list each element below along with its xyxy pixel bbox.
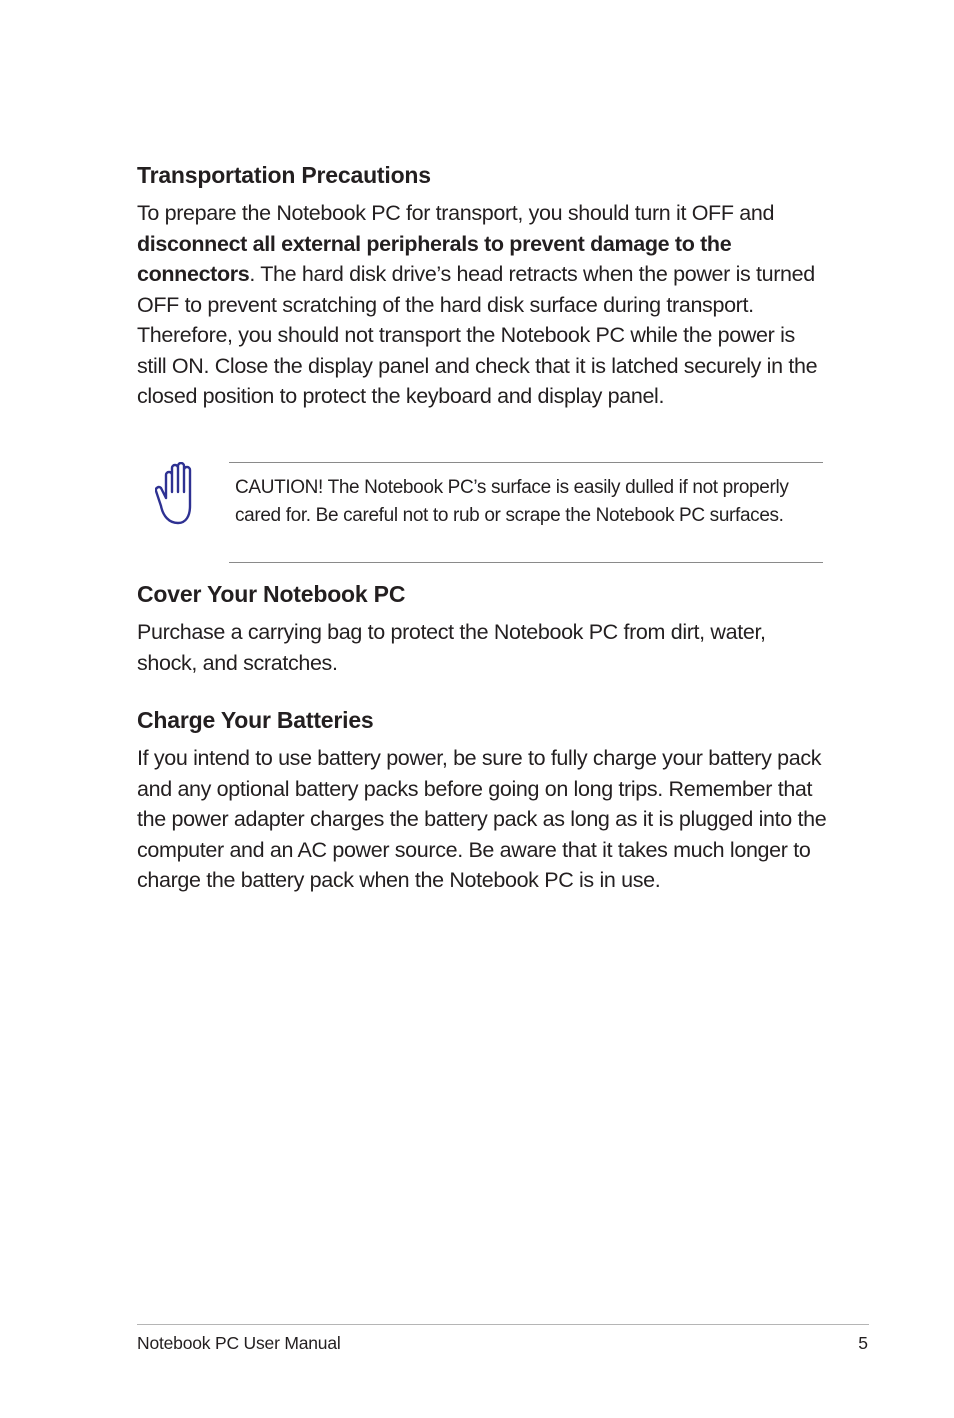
- footer-divider: [137, 1324, 869, 1325]
- caution-text: CAUTION! The Notebook PC’s surface is easily dulled if not properly cared for. Be careful not to rub or scrape the Notebook PC surfaces.: [235, 477, 789, 526]
- section-heading-charge: Charge Your Batteries: [137, 707, 374, 733]
- section-body-transportation: [137, 198, 827, 412]
- page-number: 5: [858, 1333, 868, 1353]
- section-heading-cover: Cover Your Notebook PC: [137, 581, 406, 607]
- section-heading-transportation: Transportation Precautions: [137, 162, 431, 188]
- body-text: . The hard disk drive’s head retracts when the power is turned OFF to prevent scratching of the hard disk surface during transport. Therefore, you should not transport the Notebook PC while the power is still ON. Close the display panel and check that it is latched securely in the closed position to protect the keyboard and display panel.: [137, 262, 818, 408]
- caution-hand-icon: [155, 462, 201, 526]
- body-text: To prepare the Notebook PC for transport, you should turn it OFF and: [137, 201, 775, 225]
- section-body-charge: If you intend to use battery power, be sure to fully charge your battery pack and any optional battery packs before going on long trips. Remember that the power adapter charges the battery pack as long as it is plugged into the computer and an AC power source. Be aware that it takes much longer to charge the battery pack when the Notebook PC is in use.: [137, 746, 827, 892]
- caution-box: [229, 462, 823, 563]
- body-text-emphasis: disconnect all external peripherals to prevent damage to the connectors: [137, 231, 732, 286]
- footer-title: Notebook PC User Manual: [137, 1333, 341, 1353]
- caution-note: [137, 462, 823, 563]
- section-body-cover: Purchase a carrying bag to protect the Notebook PC from dirt, water, shock, and scratches.: [137, 620, 766, 675]
